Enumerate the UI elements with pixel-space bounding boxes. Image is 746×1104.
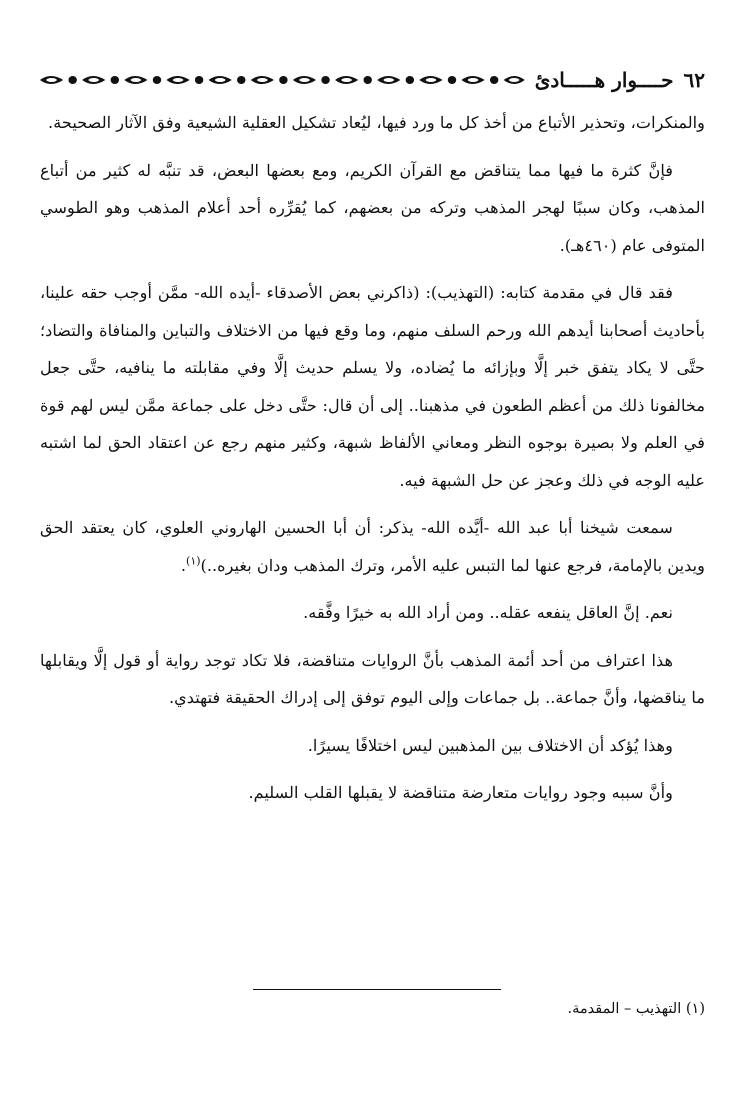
page-header (40, 60, 705, 100)
book-page (40, 60, 705, 822)
paragraph-3-quote: فقد قال في مقدمة كتابه: (التهذيب): (ذاكرني بعض الأصدقاء -أيده الله- ممَّن أوجب حقه علينا، بأحاديث أصحابنا أيدهم الله ورحم السلف منهم، وما وقع فيها من الاختلاف والتباين والمنافاة والتضاد؛ حتَّى لا يكاد يتفق خبر إلَّا وبإزائه ما يُضاده، ولا يسلم حديث إلَّا وفي مقابلته ما ينافيه، حتَّى جعل مخالفونا ذلك من أعظم الطعون في مذهبنا.. إلى أن قال: حتَّى دخل على جماعة ممَّن ليس لهم قوة في العلم ولا بصيرة بوجوه النظر ومعاني الألفاظ شبهة، وكثير منهم رجع عن اعتقاد الحق لما اشتبه عليه الوجه في ذلك وعجز عن حل الشبهة فيه. (40, 283, 705, 490)
paragraph-1: والمنكرات، وتحذير الأتباع من أخذ كل ما ورد فيها، ليُعاد تشكيل العقلية الشيعية وفق الآثار الصحيحة. (48, 113, 705, 132)
footnote: (١) التهذيب – المقدمة. (567, 1001, 705, 1017)
header-ornament (40, 70, 525, 90)
body-text (40, 104, 705, 812)
paragraph-5: نعم. إنَّ العاقل ينفعه عقله.. ومن أراد الله به خيرًا وفَّقه. (303, 603, 673, 622)
paragraph-7: وهذا يُؤكد أن الاختلاف بين المذهبين ليس اختلافًا يسيرًا. (307, 735, 673, 755)
ornament-border (40, 70, 525, 90)
paragraph-4-text: سمعت شيخنا أبا عبد الله -أيَّده الله- يذكر: أن أبا الحسين الهاروني العلوي، كان يعتقد الحق ويدين بالإمامة، فرجع عنها لما التبس عليه الأمر، وترك المذهب ودان بغيره..) (40, 518, 705, 575)
footnote-divider (253, 989, 501, 990)
footnote-reference[interactable]: (١) (186, 554, 201, 568)
paragraph-6: هذا اعتراف من أحد أئمة المذهب بأنَّ الروايات متناقضة، فلا تكاد توجد رواية أو قول إلَّا ويقابلها ما يناقضها، وأنَّ جماعة.. بل جماعات وإلى اليوم توفق إلى إدراك الحقيقة فتهتدي. (40, 650, 705, 707)
paragraph-8: وأنَّ سببه وجود روايات متعارضة متناقضة لا يقبلها القلب السليم. (248, 783, 673, 802)
paragraph-4-quote (40, 509, 705, 584)
page-number: ٦٢ (683, 68, 705, 92)
running-title: حــــوار هـــــادئ (534, 68, 674, 92)
paragraph-4-end: . (180, 555, 187, 575)
paragraph-2: فإنَّ كثرة ما فيها مما يتناقض مع القرآن الكريم، ومع بعضها البعض، قد تنبَّه له كثير من أتباع المذهب، وكان سببًا لهجر المذهب وتركه من بعضهم، كما يُقرِّره أحد أعلام المذهب وهو الطوسي المتوفى عام (٤٦٠هـ). (40, 160, 705, 255)
